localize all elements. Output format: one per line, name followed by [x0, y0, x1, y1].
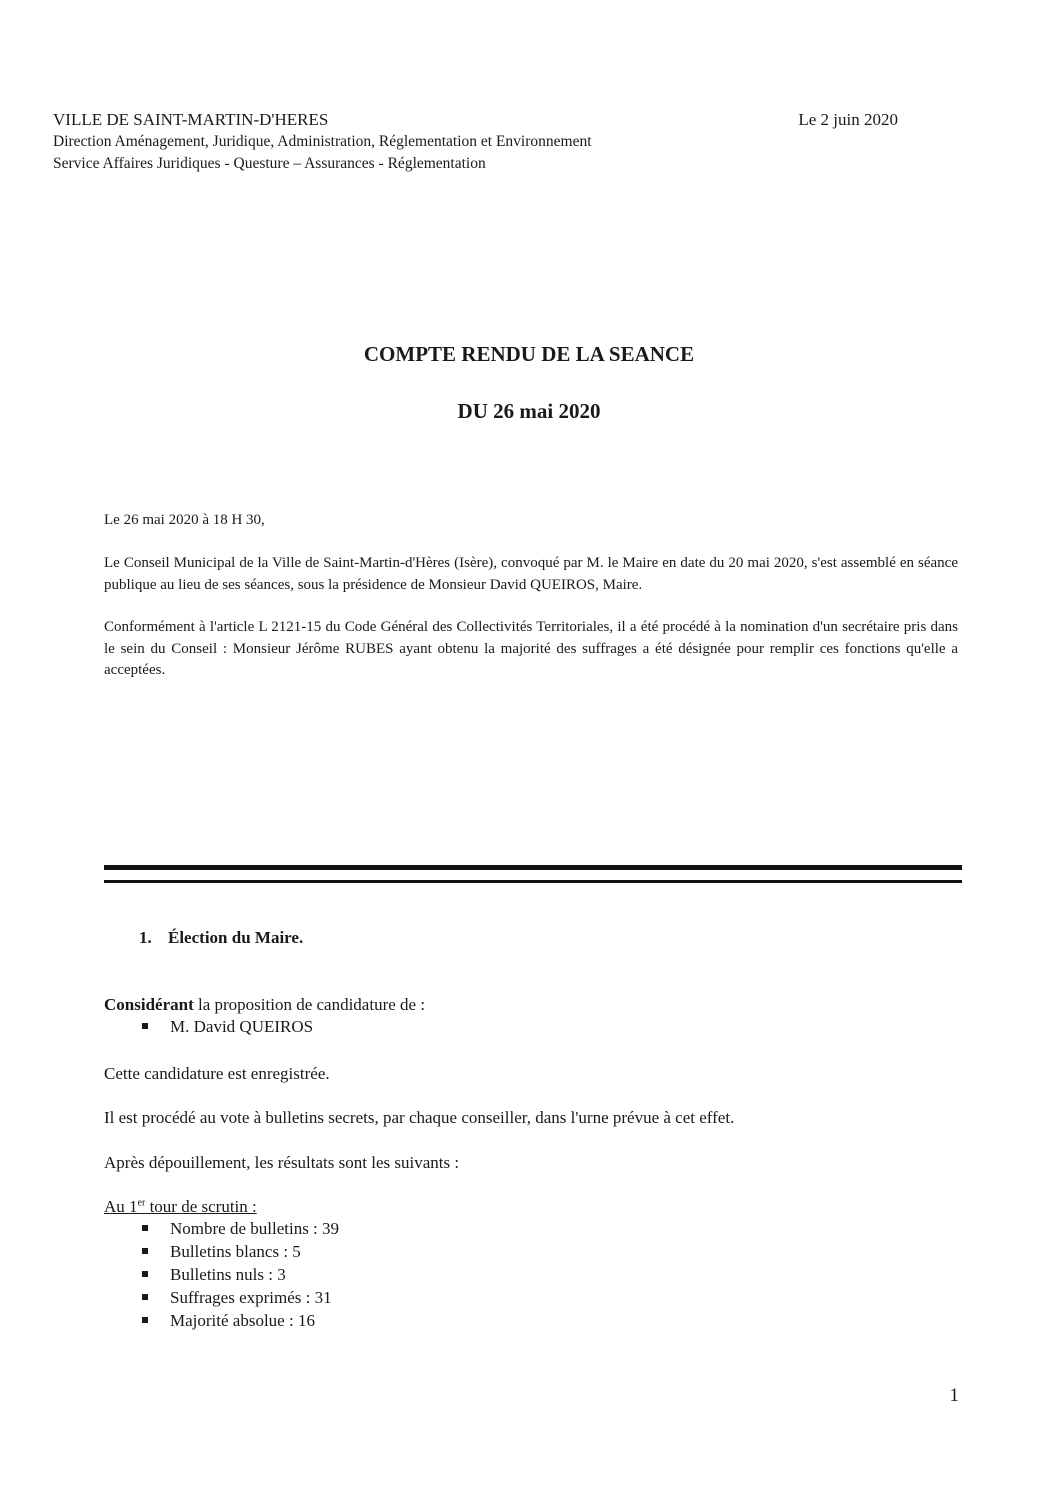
candidate-item [142, 1017, 313, 1037]
section-heading [139, 928, 303, 948]
considerant-text: la proposition de candidature de : [193, 995, 426, 1014]
round-prefix: Au 1 [104, 1197, 138, 1216]
considerant-line [104, 995, 425, 1015]
convocation-paragraph: Le Conseil Municipal de la Ville de Saint-Martin-d'Hères (Isère), convoqué par M. le Maire en date du 20 mai 2020, s'est assemblé en séance publique au lieu de ses séances, sous la présidence de Monsieur David QUEIROS, Maire. [104, 555, 958, 593]
result-item [142, 1288, 332, 1308]
result-text: Majorité absolue : 16 [170, 1311, 315, 1330]
document-subtitle: DU 26 mai 2020 [457, 399, 601, 423]
secretary-paragraph: Conformément à l'article L 2121-15 du Code Général des Collectivités Territoriales, il a été procédé à la nomination d'un secrétaire pris dans le sein du Conseil : Monsieur Jérôme RUBES ayant obtenu la majorité des suffrages a été désignée pour remplir ces fonctions qu'elle a acceptées. [104, 619, 958, 678]
session-opening: Le 26 mai 2020 à 18 H 30, [104, 512, 265, 528]
results-intro: Après dépouillement, les résultats sont les suivants : [104, 1153, 460, 1172]
result-text: Bulletins blancs : 5 [170, 1242, 301, 1261]
registration-text: Cette candidature est enregistrée. [104, 1064, 330, 1083]
bullet-icon [142, 1271, 148, 1277]
service-line: Service Affaires Juridiques - Questure – Assurances - Réglementation [53, 155, 486, 172]
round-label [104, 1197, 257, 1217]
bullet-icon [142, 1248, 148, 1254]
round-suffix: tour de scrutin : [145, 1197, 257, 1216]
bullet-icon [142, 1317, 148, 1323]
considerant-keyword: Considérant [104, 995, 194, 1014]
result-item [142, 1219, 339, 1239]
bullet-icon [142, 1294, 148, 1300]
section-number: 1. [139, 928, 152, 947]
section-title: Élection du Maire. [168, 928, 304, 947]
document-date: Le 2 juin 2020 [798, 110, 898, 129]
round-ordinal: er [137, 1197, 146, 1209]
result-text: Bulletins nuls : 3 [170, 1265, 286, 1284]
bullet-icon [142, 1225, 148, 1231]
result-text: Suffrages exprimés : 31 [170, 1288, 332, 1307]
result-item [142, 1265, 286, 1285]
result-item [142, 1311, 315, 1331]
result-text: Nombre de bulletins : 39 [170, 1219, 340, 1238]
organization-name: VILLE DE SAINT-MARTIN-D'HERES [53, 110, 329, 129]
section-divider [104, 865, 962, 883]
result-item [142, 1242, 301, 1262]
direction-line: Direction Aménagement, Juridique, Administration, Réglementation et Environnement [53, 133, 592, 150]
vote-text: Il est procédé au vote à bulletins secrets, par chaque conseiller, dans l'urne prévue à cet effet. [104, 1108, 735, 1127]
page-number: 1 [949, 1385, 959, 1406]
bullet-icon [142, 1023, 148, 1029]
candidate-name: M. David QUEIROS [170, 1017, 314, 1036]
document-title: COMPTE RENDU DE LA SEANCE [363, 342, 695, 366]
